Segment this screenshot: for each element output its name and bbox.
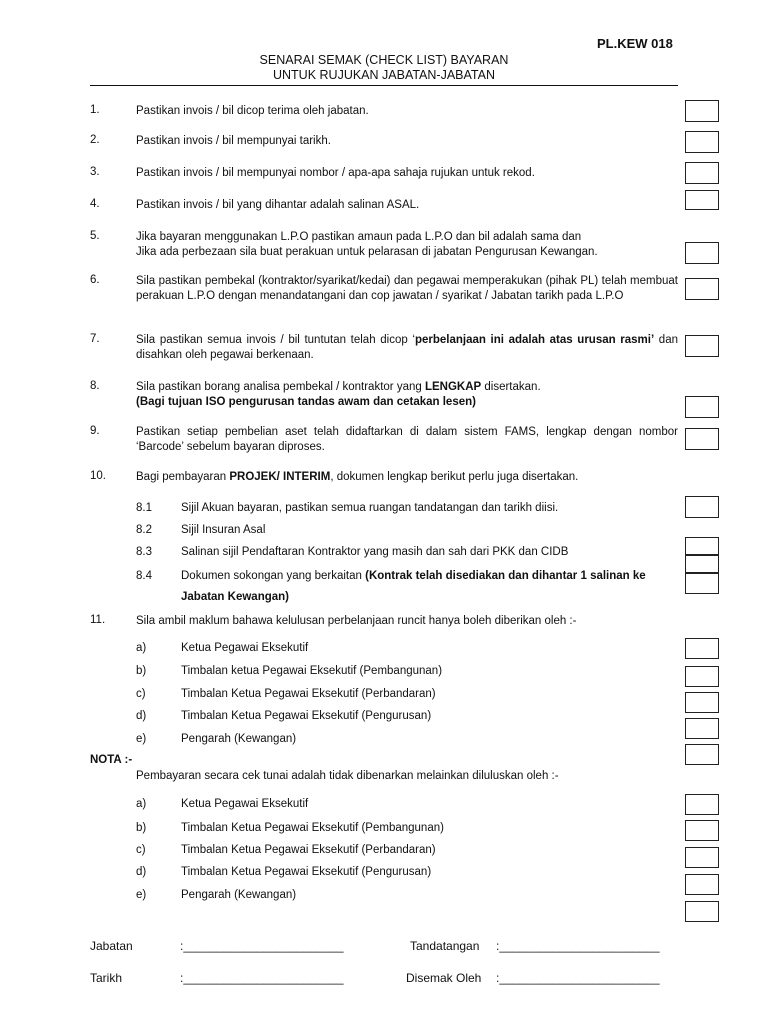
form-title-line1: SENARAI SEMAK (CHECK LIST) BAYARAN [259, 53, 509, 67]
subitem-text: Salinan sijil Pendaftaran Kontraktor yang masih dan sah dari PKK dan CIDB [181, 546, 569, 558]
item-text: Pastikan invois / bil dicop terima oleh jabatan. [136, 105, 369, 117]
subitem-number: b) [136, 665, 147, 677]
item-text: Sila pastikan pembekal (kontraktor/syarikat/kedai) dan pegawai memperakukan (pihak PL) telah membuat perakuan L.P.O dengan menandatangani dan cop jawatan / syarikat / Jabatan tarikh pada L.P.O [136, 275, 678, 302]
item-number: 2. [90, 134, 100, 146]
item-text-bold: PROJEK/ INTERIM [229, 471, 331, 483]
item-number: 4. [90, 198, 100, 210]
checkbox-item-3[interactable] [685, 162, 719, 184]
item-text-part: , dokumen lengkap berikut perlu juga disertakan. [330, 471, 579, 483]
checkbox-item-11a[interactable] [685, 638, 719, 659]
item-text-line: Jika bayaran menggunakan L.P.O pastikan amaun pada L.P.O dan bil adalah sama dan [136, 231, 582, 243]
checkbox-subitem-8-2[interactable] [685, 537, 719, 555]
disemak-label: Disemak Oleh [406, 971, 482, 985]
item-text-part: disertakan. [481, 381, 541, 393]
subitem-text: Timbalan Ketua Pegawai Eksekutif (Pengurusan) [181, 866, 432, 878]
checkbox-item-7[interactable] [685, 335, 719, 357]
item-text [136, 333, 678, 363]
item-text-bold: perbelanjaan ini adalah atas urusan rasmi’ [414, 334, 655, 346]
tarikh-field[interactable]: :________________________ [180, 971, 344, 985]
subitem-text: Timbalan Ketua Pegawai Eksekutif (Pengurusan) [181, 710, 432, 722]
subitem-number: c) [136, 844, 146, 856]
checkbox-subitem-8-3[interactable] [685, 555, 719, 573]
subitem-text: Sijil Akuan bayaran, pastikan semua ruangan tandatangan dan tarikh diisi. [181, 502, 559, 514]
nota-heading: NOTA :- [90, 754, 133, 766]
tarikh-label: Tarikh [90, 971, 123, 985]
checkbox-item-9[interactable] [685, 428, 719, 450]
tandatangan-field[interactable]: :________________________ [496, 939, 660, 953]
item-number: 9. [90, 425, 100, 437]
item-text: Pastikan setiap pembelian aset telah didaftarkan di dalam sistem FAMS, lengkap dengan nombor ‘Barcode’ sebelum bayaran diproses. [136, 426, 678, 453]
item-text [136, 380, 678, 410]
subitem-number: b) [136, 822, 147, 834]
subitem-number: e) [136, 733, 147, 745]
item-number: 8. [90, 380, 100, 392]
checkbox-subitem-8-1[interactable] [685, 496, 719, 518]
checkbox-item-1[interactable] [685, 100, 719, 122]
jabatan-label: Jabatan [90, 939, 133, 953]
item-text-bold: LENGKAP [424, 381, 482, 393]
checkbox-item-8[interactable] [685, 396, 719, 418]
checkbox-nota-c[interactable] [685, 847, 719, 868]
subitem-text-part: Dokumen sokongan yang berkaitan [181, 570, 366, 582]
tandatangan-label: Tandatangan [410, 939, 480, 953]
header-divider [90, 85, 678, 86]
form-code: PL.KEW 018 [597, 36, 673, 51]
nota-text: Pembayaran secara cek tunai adalah tidak dibenarkan melainkan diluluskan oleh :- [136, 770, 559, 782]
subitem-number: d) [136, 710, 147, 722]
subitem-number: c) [136, 688, 146, 700]
item-text-line [136, 380, 678, 395]
item-text-part: Bagi pembayaran [136, 471, 230, 483]
subitem-text: Sijil Insuran Asal [181, 524, 266, 536]
subitem-text: Ketua Pegawai Eksekutif [181, 642, 309, 654]
item-text [136, 230, 678, 260]
checkbox-item-11c[interactable] [685, 692, 719, 713]
item-number: 5. [90, 230, 100, 242]
checkbox-item-11d[interactable] [685, 718, 719, 739]
checkbox-item-11e[interactable] [685, 744, 719, 765]
jabatan-field[interactable]: :________________________ [180, 939, 344, 953]
subitem-text: Pengarah (Kewangan) [181, 733, 297, 745]
subitem-number: 8.4 [136, 570, 152, 582]
item-number: 6. [90, 274, 100, 286]
checkbox-subitem-8-4[interactable] [685, 573, 719, 594]
item-text: Pastikan invois / bil yang dihantar adalah salinan ASAL. [136, 199, 420, 211]
checkbox-nota-d[interactable] [685, 874, 719, 895]
checkbox-item-11b[interactable] [685, 666, 719, 687]
subitem-text: Timbalan ketua Pegawai Eksekutif (Pembangunan) [181, 665, 443, 677]
subitem-number: d) [136, 866, 147, 878]
subitem-number: 8.2 [136, 524, 152, 536]
item-text [136, 470, 678, 485]
subitem-text: Ketua Pegawai Eksekutif [181, 798, 309, 810]
subitem-number: e) [136, 889, 147, 901]
checkbox-nota-a[interactable] [685, 794, 719, 815]
item-number: 3. [90, 166, 100, 178]
item-number: 7. [90, 333, 100, 345]
subitem-text: Timbalan Ketua Pegawai Eksekutif (Perbandaran) [181, 688, 436, 700]
form-title-line2: UNTUK RUJUKAN JABATAN-JABATAN [272, 68, 495, 82]
subitem-text-bold: (Kontrak telah disediakan dan dihantar 1 salinan ke Jabatan Kewangan) [181, 570, 646, 603]
item-text: Pastikan invois / bil mempunyai nombor / apa-apa sahaja rujukan untuk rekod. [136, 167, 535, 179]
subitem-number: a) [136, 642, 147, 654]
subitem-text: Timbalan Ketua Pegawai Eksekutif (Pembangunan) [181, 822, 444, 834]
subitem-text [181, 566, 678, 608]
subitem-number: 8.3 [136, 546, 152, 558]
item-text-part: dan disahkan oleh pegawai berkenaan. [136, 334, 678, 361]
item-text-line: Jika ada perbezaan sila buat perakuan untuk pelarasan di jabatan Pengurusan Kewangan. [136, 246, 598, 258]
subitem-number: a) [136, 798, 147, 810]
item-text: Sila ambil maklum bahawa kelulusan perbelanjaan runcit hanya boleh diberikan oleh :- [136, 615, 577, 627]
subitem-text: Pengarah (Kewangan) [181, 889, 297, 901]
checkbox-item-2[interactable] [685, 131, 719, 153]
item-number: 11. [90, 614, 106, 626]
checkbox-item-5[interactable] [685, 242, 719, 264]
checkbox-item-4[interactable] [685, 190, 719, 210]
checkbox-nota-b[interactable] [685, 820, 719, 841]
item-text-line: (Bagi tujuan ISO pengurusan tandas awam dan cetakan lesen) [136, 396, 476, 408]
checkbox-item-6[interactable] [685, 278, 719, 300]
item-number: 1. [90, 104, 100, 116]
item-text-part: Sila pastikan borang analisa pembekal / kontraktor yang [136, 381, 425, 393]
subitem-number: 8.1 [136, 502, 152, 514]
disemak-field[interactable]: :________________________ [496, 971, 660, 985]
item-text: Pastikan invois / bil mempunyai tarikh. [136, 135, 331, 147]
item-number: 10. [90, 470, 106, 482]
checkbox-nota-e[interactable] [685, 901, 719, 922]
item-text-part: Sila pastikan semua invois / bil tuntutan telah dicop ‘ [136, 334, 415, 346]
subitem-text: Timbalan Ketua Pegawai Eksekutif (Perbandaran) [181, 844, 436, 856]
